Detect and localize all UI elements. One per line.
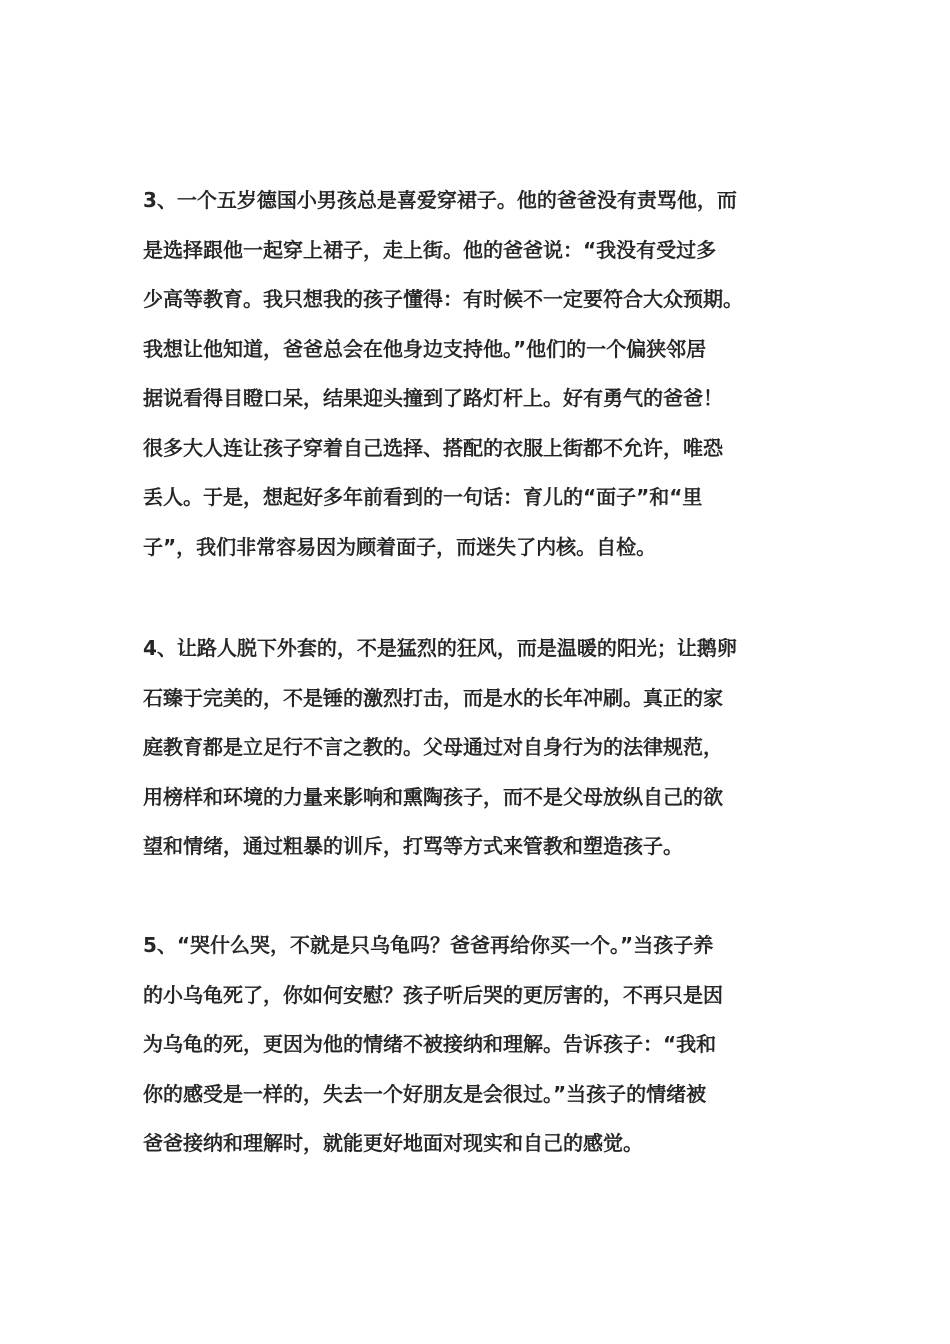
paragraph-line: 是选择跟他一起穿上裙子，走上街。他的爸爸说：“我没有受过多: [143, 237, 717, 262]
paragraph-5: [143, 921, 813, 1169]
paragraph-line: 很多大人连让孩子穿着自己选择、搭配的衣服上街都不允许，唯恐: [143, 435, 723, 460]
paragraph-line: 爸爸接纳和理解时，就能更好地面对现实和自己的感觉。: [143, 1131, 643, 1155]
paragraph-line: 少高等教育。我只想我的孩子懂得：有时候不一定要符合大众预期。: [143, 287, 743, 311]
paragraph-line: 用榜样和环境的力量来影响和熏陶孩子，而不是父母放纵自己的欲: [143, 784, 723, 809]
paragraph-line: 4、让路人脱下外套的，不是猛烈的狂风，而是温暖的阳光；让鹅卵: [143, 636, 737, 660]
paragraph-line: 望和情绪，通过粗暴的训斥，打骂等方式来管教和塑造孩子。: [143, 834, 683, 858]
paragraph-line: 你的感受是一样的，失去一个好朋友是会很过。”当孩子的情绪被: [143, 1081, 707, 1106]
paragraph-line: 我想让他知道，爸爸总会在他身边支持他。”他们的一个偏狭邻居: [143, 336, 707, 361]
paragraph-line: 为乌龟的死，更因为他的情绪不被接纳和理解。告诉孩子：“我和: [143, 1032, 717, 1056]
paragraph-line: 5、“哭什么哭，不就是只乌龟吗？爸爸再给你买一个。”当孩子养: [143, 933, 714, 957]
paragraph-line: 石臻于完美的，不是锤的激烈打击，而是水的长年冲刷。真正的家: [143, 685, 723, 710]
paragraph-line: 丢人。于是，想起好多年前看到的一句话：育儿的“面子”和“里: [143, 485, 703, 509]
paragraph-line: 据说看得目瞪口呆，结果迎头撞到了路灯杆上。好有勇气的爸爸！: [143, 386, 723, 410]
paragraph-line: 3、一个五岁德国小男孩总是喜爱穿裙子。他的爸爸没有责骂他，而: [143, 188, 737, 212]
paragraph-4: [143, 624, 813, 872]
paragraph-line: 庭教育都是立足行不言之教的。父母通过对自身行为的法律规范，: [143, 735, 723, 759]
paragraph-3: [143, 176, 813, 572]
paragraph-line: 的小乌龟死了，你如何安慰？孩子听后哭的更厉害的，不再只是因: [143, 982, 723, 1007]
paragraph-line: 子”，我们非常容易因为顾着面子，而迷失了内核。自检。: [143, 534, 657, 559]
